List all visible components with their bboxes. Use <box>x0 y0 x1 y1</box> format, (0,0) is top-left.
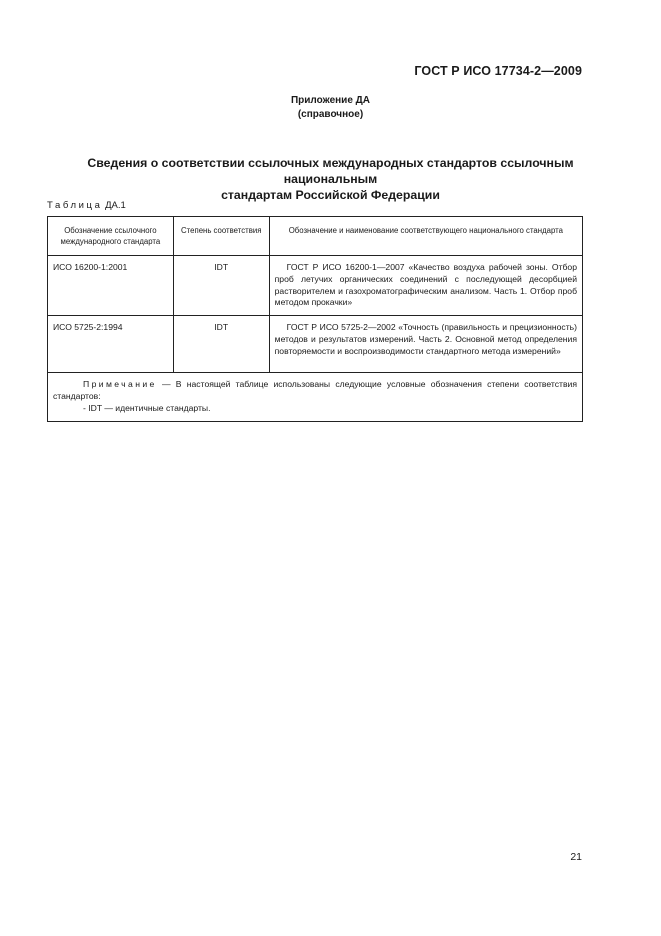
page-number: 21 <box>570 851 582 863</box>
table-row <box>48 316 583 373</box>
document-code: ГОСТ Р ИСО 17734-2—2009 <box>414 64 582 78</box>
cell-degree: IDT <box>173 316 269 373</box>
table-note-row <box>48 373 583 421</box>
table-caption-prefix: Таблица <box>47 200 103 211</box>
cell-national-standard <box>269 256 582 316</box>
section-title <box>40 155 621 203</box>
header-degree-of-correspondence: Степень соответствия <box>173 217 269 256</box>
section-title-line-1: Сведения о соответствии ссылочных международных стандартов ссылочным национальным <box>87 156 574 186</box>
note-text <box>53 379 577 403</box>
header-national-standard: Обозначение и наименование соответствующего национального стандарта <box>269 217 582 256</box>
cell-national-standard-text: ГОСТ Р ИСО 16200-1—2007 «Качество воздуха рабочей зоны. Отбор проб летучих органических соединений с последующей десорбцией растворителем и газохроматографическим анализом. Часть 1. Отбор проб методом прокачки» <box>274 262 577 308</box>
appendix-kind: (справочное) <box>297 109 364 120</box>
table-note <box>48 373 583 421</box>
header-international-standard: Обозначение ссылочного международного стандарта <box>48 217 174 256</box>
cell-degree: IDT <box>173 256 269 316</box>
section-title-line-2: стандартам Российской Федерации <box>221 188 440 202</box>
appendix-title: Приложение ДА <box>290 95 371 106</box>
table-header-row <box>48 217 583 256</box>
cell-national-standard-text: ГОСТ Р ИСО 5725-2—2002 «Точность (правильность и прецизионность) методов и результатов измерений. Часть 2. Основной метод определения повторяемости и воспроизводимости стандартного метода измерений» <box>274 322 577 356</box>
note-body: — В настоящей таблице использованы следующие условные обозначения степени соответствия стандартов: <box>53 379 577 401</box>
note-label: Примечание <box>83 379 157 390</box>
correspondence-table <box>47 216 583 422</box>
cell-national-standard <box>269 316 582 373</box>
cell-international-standard: ИСО 16200-1:2001 <box>48 256 174 316</box>
appendix-heading <box>0 94 661 122</box>
table-caption <box>47 200 126 211</box>
note-item: - IDT — идентичные стандарты. <box>83 402 211 413</box>
cell-international-standard: ИСО 5725-2:1994 <box>48 316 174 373</box>
table-caption-number: ДА.1 <box>105 200 126 211</box>
table-row <box>48 256 583 316</box>
